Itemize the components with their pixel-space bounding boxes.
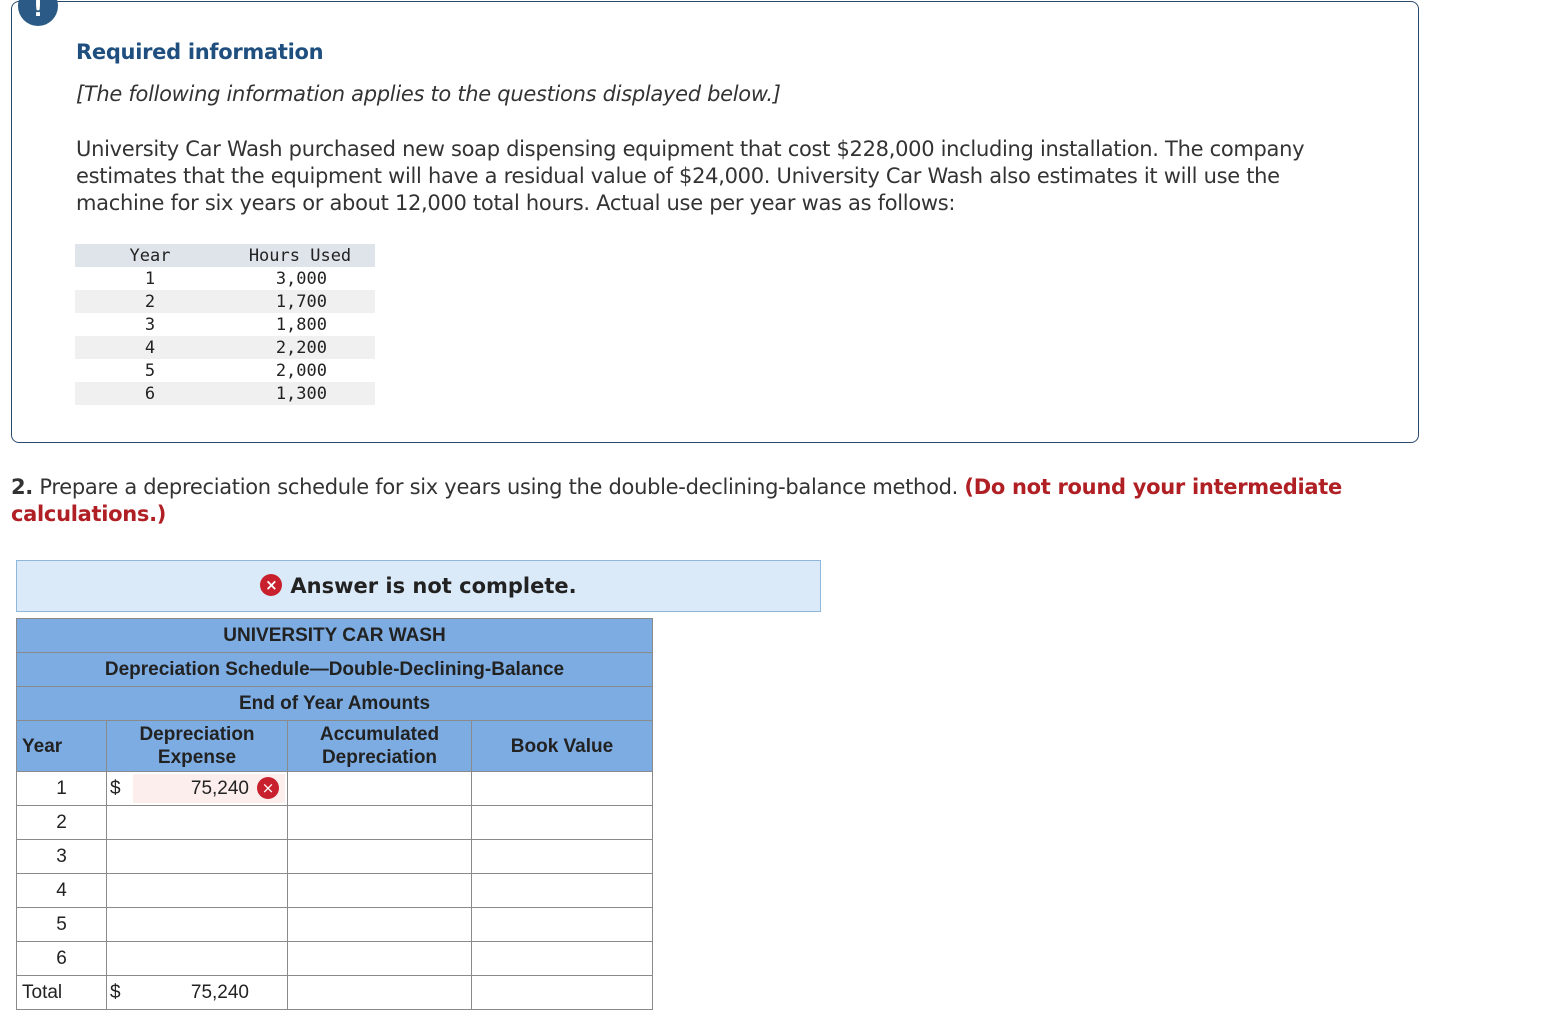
total-row — [17, 976, 653, 1010]
book-value-input-year-3[interactable] — [472, 840, 653, 874]
hours-table-row — [75, 336, 375, 359]
hours-table-row — [75, 267, 375, 290]
hours-used: 1,300 — [225, 382, 375, 405]
question-prompt — [11, 474, 1371, 528]
answer-status-banner — [16, 560, 821, 612]
book-value-input-year-2[interactable] — [472, 806, 653, 840]
hours-table-row — [75, 382, 375, 405]
depreciation-expense-input-year-1[interactable] — [107, 772, 288, 806]
info-subtitle: [The following information applies to the questions displayed below.] — [76, 82, 781, 106]
accumulated-depreciation-input-year-5[interactable] — [288, 908, 472, 942]
row-year: 4 — [17, 874, 107, 908]
row-year: 3 — [17, 840, 107, 874]
total-label: Total — [17, 976, 107, 1010]
hours-table-year-header: Year — [75, 244, 225, 267]
dollar-sign: $ — [110, 778, 121, 799]
total-depreciation-expense — [107, 976, 288, 1010]
accumulated-depreciation-input-year-4[interactable] — [288, 874, 472, 908]
row-year: 5 — [17, 908, 107, 942]
question-note: (Do not round your intermediate calculations.) — [11, 475, 1342, 526]
hours-table-row — [75, 313, 375, 336]
col-header-acc-line2: Depreciation — [321, 747, 438, 768]
table-row — [17, 840, 653, 874]
depreciation-schedule-table — [16, 618, 653, 1010]
col-header-acc-line1: Accumulated — [319, 724, 440, 745]
question-text: Prepare a depreciation schedule for six years using the double-declining-balance method. — [33, 475, 965, 499]
hours-used: 2,000 — [275, 360, 327, 381]
incorrect-icon: × — [260, 574, 282, 596]
row-year: 6 — [17, 942, 107, 976]
col-header-year: Year — [17, 721, 107, 772]
book-value-input-year-1[interactable] — [472, 772, 653, 806]
hours-used-table — [75, 244, 375, 405]
schedule-subtitle: End of Year Amounts — [17, 687, 653, 721]
table-row — [17, 874, 653, 908]
schedule-company-name: UNIVERSITY CAR WASH — [17, 619, 653, 653]
col-header-depreciation-expense — [107, 721, 288, 772]
hours-table-hours-header: Hours Used — [225, 244, 375, 267]
table-row — [17, 772, 653, 806]
col-header-book-value: Book Value — [472, 721, 653, 772]
table-row — [17, 942, 653, 976]
answer-status-text: Answer is not complete. — [290, 574, 577, 598]
depreciation-expense-input-year-2[interactable] — [107, 806, 288, 840]
hours-used: 2,200 — [225, 336, 375, 359]
hours-year: 6 — [75, 382, 225, 405]
depreciation-expense-input-year-3[interactable] — [107, 840, 288, 874]
question-number: 2. — [11, 475, 33, 499]
row-year: 1 — [17, 772, 107, 806]
depreciation-expense-value: 75,240 — [190, 778, 249, 799]
row-year: 2 — [17, 806, 107, 840]
required-information-panel — [11, 1, 1419, 443]
accumulated-depreciation-input-year-2[interactable] — [288, 806, 472, 840]
hours-table-row — [75, 290, 375, 313]
total-accumulated-blank — [288, 976, 472, 1010]
depreciation-expense-input-year-5[interactable] — [107, 908, 288, 942]
col-header-dep-line2: Expense — [157, 747, 237, 768]
hours-table-row — [75, 359, 375, 382]
hours-year: 3 — [144, 314, 156, 335]
hours-year: 2 — [75, 290, 225, 313]
col-header-accumulated-depreciation — [288, 721, 472, 772]
required-information-title: Required information — [76, 40, 324, 64]
problem-description: University Car Wash purchased new soap dispensing equipment that cost $228,000 including installation. The company estimates that the equipment will have a residual value of $24,000. University Car Wash also estimates it will use the machine for six years or about 12,000 total hours. Actual use per year was as follows: — [76, 137, 1305, 215]
accumulated-depreciation-input-year-6[interactable] — [288, 942, 472, 976]
total-book-value-blank — [472, 976, 653, 1010]
hours-used: 3,000 — [275, 268, 327, 289]
book-value-input-year-5[interactable] — [472, 908, 653, 942]
accumulated-depreciation-input-year-1[interactable] — [288, 772, 472, 806]
depreciation-expense-input-year-6[interactable] — [107, 942, 288, 976]
accumulated-depreciation-input-year-3[interactable] — [288, 840, 472, 874]
schedule-title: Depreciation Schedule—Double-Declining-Balance — [17, 653, 653, 687]
incorrect-icon: × — [257, 777, 279, 799]
table-row — [17, 806, 653, 840]
book-value-input-year-6[interactable] — [472, 942, 653, 976]
dollar-sign: $ — [110, 982, 121, 1003]
hours-used: 1,700 — [225, 290, 375, 313]
book-value-input-year-4[interactable] — [472, 874, 653, 908]
depreciation-expense-input-year-4[interactable] — [107, 874, 288, 908]
hours-used: 1,800 — [275, 314, 327, 335]
total-depreciation-value: 75,240 — [190, 982, 249, 1003]
table-row — [17, 908, 653, 942]
col-header-dep-line1: Depreciation — [139, 724, 255, 745]
alert-icon: ! — [18, 0, 58, 26]
hours-year: 5 — [144, 360, 156, 381]
hours-year: 4 — [75, 336, 225, 359]
hours-year: 1 — [144, 268, 156, 289]
